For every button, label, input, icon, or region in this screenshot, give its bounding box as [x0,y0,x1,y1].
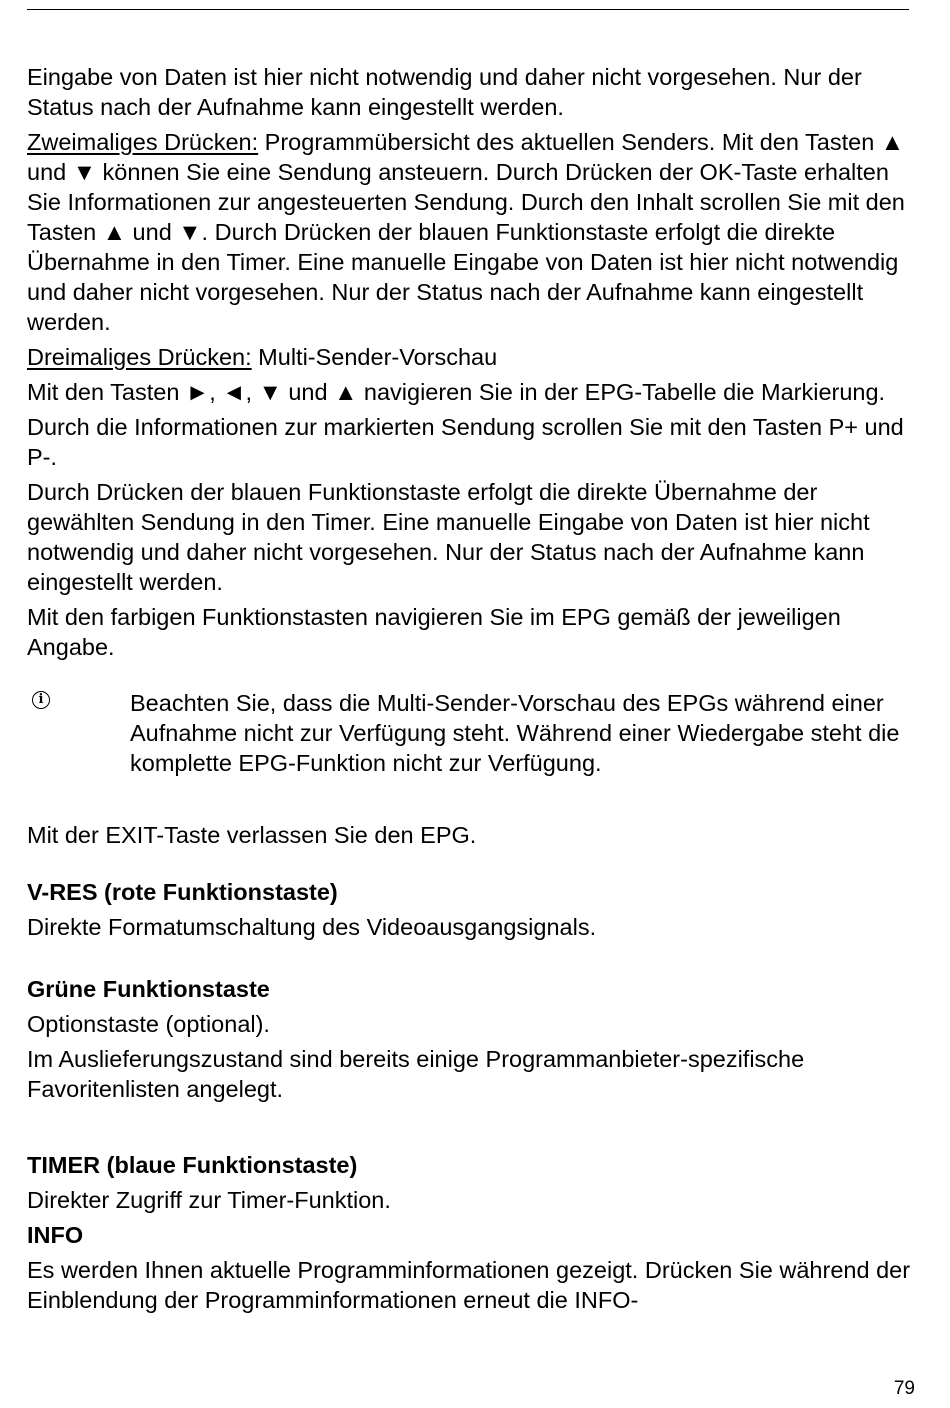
section-heading-vres: V-RES (rote Funktionstaste) [27,879,338,905]
section-heading-gruene: Grüne Funktionstaste [27,976,270,1002]
paragraph: Eingabe von Daten ist hier nicht notwendig und daher nicht vorgesehen. Nur der Status nach der Aufnahme kann eingestellt werden. [27,64,862,120]
paragraph-zweimaliges [27,127,912,337]
paragraph: Mit den Tasten ►, ◄, ▼ und ▲ navigieren Sie in der EPG-Tabelle die Markierung. [27,379,886,405]
exit-text: Mit der EXIT-Taste verlassen Sie den EPG. [27,822,477,848]
section-text: Im Auslieferungszustand sind bereits einige Programmanbieter-spezifische Favoritenlisten angelegt. [27,1046,805,1102]
paragraph-label: Zweimaliges Drücken: [27,129,259,155]
paragraph-label: Dreimaliges Drücken: [27,344,252,370]
section-text: Direkte Formatumschaltung des Videoausgangsignals. [27,914,597,940]
section-text: Es werden Ihnen aktuelle Programminformationen gezeigt. Drücken Sie während der Einblendung der Programminformationen erneut die INFO- [27,1257,911,1313]
paragraph: Mit den farbigen Funktionstasten navigieren Sie im EPG gemäß der jeweiligen Angabe. [27,604,841,660]
page-content [27,62,912,1320]
info-icon: i [32,691,50,709]
section-text: Direkter Zugriff zur Timer-Funktion. [27,1187,391,1213]
paragraph: Durch Drücken der blauen Funktionstaste erfolgt die direkte Übernahme der gewählten Sendung in den Timer. Eine manuelle Eingabe von Daten ist hier nicht notwendig und daher nicht vorgesehen. Nur der Status nach der Aufnahme kann eingestellt werden. [27,479,870,595]
paragraph-text: Programmübersicht des aktuellen Senders. Mit den Tasten ▲ und ▼ können Sie eine Sendung ansteuern. Durch Drücken der OK-Taste erhalten Sie Informationen zur angesteuerten Sendung. Durch den Inhalt scrollen Sie mit den Tasten ▲ und ▼. Durch Drücken der blauen Funktionstaste erfolgt die direkte Übernahme in den Timer. Eine manuelle Eingabe von Daten ist hier nicht notwendig und daher nicht vorgesehen. Nur der Status nach der Aufnahme kann eingestellt werden. [27,129,905,335]
top-rule [27,9,909,10]
paragraph: Durch die Informationen zur markierten Sendung scrollen Sie mit den Tasten P+ und P-. [27,414,904,470]
section-heading-timer: TIMER (blaue Funktionstaste) [27,1152,358,1178]
paragraph-text: Multi-Sender-Vorschau [251,344,498,370]
section-heading-info: INFO [27,1222,84,1248]
info-note [27,688,912,778]
section-text: Optionstaste (optional). [27,1011,270,1037]
paragraph-dreimaliges [27,342,912,372]
page-number: 79 [893,1378,915,1399]
note-text: Beachten Sie, dass die Multi-Sender-Vorschau des EPGs während einer Aufnahme nicht zur Verfügung steht. Während einer Wiedergabe steht die komplette EPG-Funktion nicht zur Verfügung. [130,690,900,776]
